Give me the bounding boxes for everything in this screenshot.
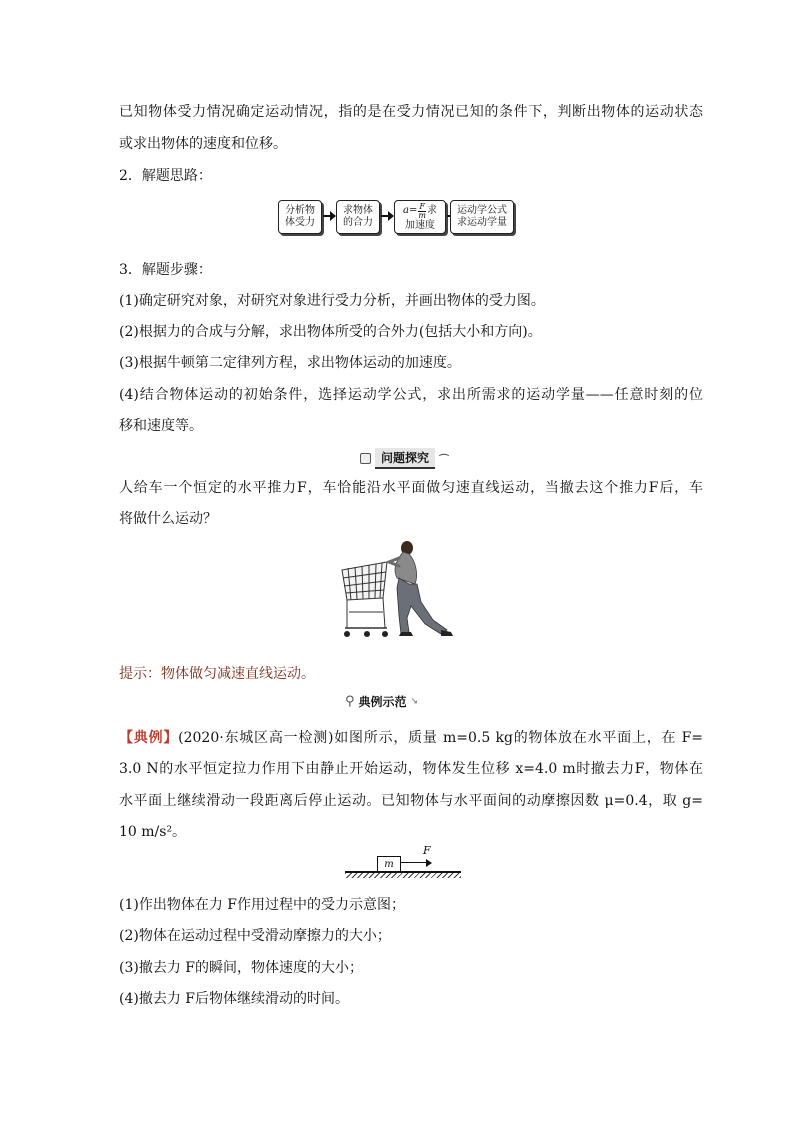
flow-box-1-line-1: 分析物 [285,205,315,216]
flow-box-4-line-2: 求运动学量 [457,217,507,228]
flow-box-kinematics [450,200,514,234]
block-force-diagram [345,844,463,880]
step-2: (2)根据力的合成与分解，求出物体所受的合外力(包括大小和方向)。 [119,324,542,340]
example-line-3: 水平面上继续滑动一段距离后停止运动。已知物体与水平面间的动摩擦因数 μ=0.4，取 g= [119,793,703,809]
question-2: (2)物体在运动过程中受滑动摩擦力的大小； [119,928,391,944]
inquiry-banner [360,448,449,469]
section-2-heading: 2．解题思路： [119,168,212,184]
inquiry-question-line-2: 将做什么运动？ [119,511,217,527]
magnifier-icon: ⚲ [345,694,355,709]
force-label: F [423,844,431,857]
inquiry-banner-text: 问题探究 [375,448,435,469]
banner-square-icon [360,453,371,464]
flow-box-3-line-2: 加速度 [405,219,435,231]
inquiry-hint: 提示：物体做匀减速直线运动。 [119,666,315,682]
banner-swoosh-icon: ⌒ [439,455,450,466]
example-line-2: 3.0 N的水平恒定拉力作用下由静止开始运动，物体发生位移 x=4.0 m时撤去力F，物体在 [119,761,703,777]
section-3-heading: 3．解题步骤： [119,262,212,278]
step-4-line-1: (4)结合物体运动的初始条件，选择运动学公式，求出所需求的运动学量——任意时刻的位 [119,387,703,403]
acceleration-formula [403,203,437,220]
example-banner-text: 典例示范 [358,695,407,709]
formula-lhs: a= [403,205,418,216]
step-3: (3)根据牛顿第二定律列方程，求出物体运动的加速度。 [119,355,461,371]
flow-box-acceleration [394,200,446,234]
question-1: (1)作出物体在力 F作用过程中的受力示意图； [119,897,405,913]
flow-box-2-line-1: 求物体 [343,205,373,216]
banner-tail-icon: ↘ [410,696,419,707]
ground-hatching [345,873,461,878]
force-arrowhead [426,859,432,867]
flow-box-net-force [336,200,380,234]
intro-line-1: 已知物体受力情况确定运动情况，指的是在受力情况已知的条件下，判断出物体的运动状态 [119,104,703,120]
block-mass [377,856,401,872]
flow-box-analyze-force [278,200,322,234]
step-4-line-2: 移和速度等。 [119,418,203,434]
intro-line-2: 或求出物体的速度和位移。 [119,136,287,152]
formula-suffix: 求 [426,205,437,216]
formula-denominator: m [418,210,426,220]
flow-box-1-line-2: 体受力 [285,217,315,228]
example-line-4: 10 m/s²。 [119,824,187,840]
example-tag: 【典例】 [119,730,179,746]
inquiry-question-line-1: 人给车一个恒定的水平推力F，车恰能沿水平面做匀速直线运动，当撤去这个推力F后，车 [119,480,703,496]
flow-arrow-1 [323,215,331,217]
example-line-1-text: (2020·东城区高一检测)如图所示，质量 m=0.5 kg的物体放在水平面上，在 F= [178,730,704,746]
flow-box-2-line-2: 的合力 [343,217,373,228]
person-pushing-cart-illustration [337,540,461,644]
solution-flowchart [278,200,514,234]
formula-numerator: F [419,201,425,211]
question-4: (4)撤去力 F后物体继续滑动的时间。 [119,991,349,1007]
formula-fraction [418,203,426,220]
question-3: (3)撤去力 F的瞬间，物体速度的大小； [119,960,363,976]
flow-box-4-line-1: 运动学公式 [457,205,507,216]
block-mass-label: m [384,858,394,870]
example-banner [345,693,418,710]
step-1: (1)确定研究对象，对研究对象进行受力分析，并画出物体的受力图。 [119,293,545,309]
force-arrow [401,862,427,863]
flow-arrow-2 [381,215,389,217]
example-line-1 [119,728,703,748]
